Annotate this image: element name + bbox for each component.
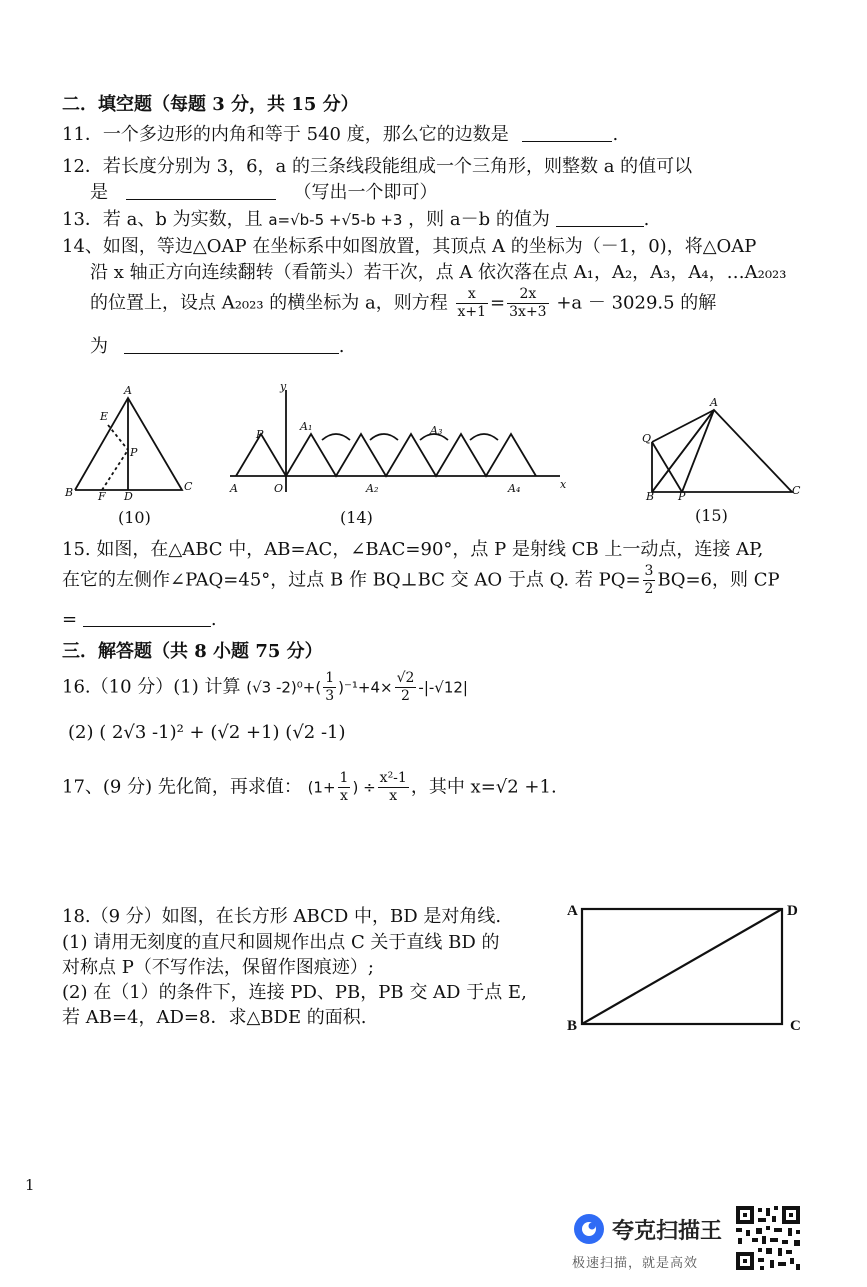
question-11 — [62, 120, 618, 146]
footer-slogan: 极速扫描，就是高效 — [572, 1256, 699, 1271]
fig14-label-A3: A₃ — [430, 424, 443, 437]
fig15-label-P: P — [678, 490, 686, 500]
q14-end: . — [338, 336, 345, 357]
footer-watermark — [572, 1210, 862, 1280]
q16-fraction-2: $\frac{√2}{2}$ — [396, 670, 415, 704]
fig15-label-C: C — [792, 484, 801, 497]
figure-15-caption: (15) — [695, 506, 728, 525]
fig14-label-y: y — [280, 380, 287, 393]
question-18-line5: 若 AB=4，AD=8．求△BDE 的面积. — [62, 1007, 367, 1028]
fig14-label-A2: A₂ — [366, 482, 379, 495]
q14-fraction-2: $\frac{2x}{3x+3}$ — [509, 286, 547, 320]
q14-line3-post: +a － 3029.5 的解 — [556, 292, 717, 314]
fig10-label-D: D — [124, 490, 133, 500]
question-15-line2 — [62, 563, 780, 598]
qr-code-icon — [734, 1204, 802, 1272]
figure-10-caption: (10) — [118, 508, 151, 527]
q17-formula-a: (1+ — [307, 778, 336, 797]
question-18-line4: (2) 在（1）的条件下，连接 PD、PB，PB 交 AD 于点 E, — [62, 982, 527, 1003]
q11-text: 11．一个多边形的内角和等于 540 度，那么它的边数是 — [62, 124, 509, 145]
question-16-part1 — [62, 670, 468, 705]
figure-10-triangle — [75, 398, 182, 490]
fig15-label-A: A — [710, 396, 718, 409]
question-18-line3: 对称点 P（不写作法，保留作图痕迹）; — [62, 957, 374, 978]
question-13 — [62, 205, 649, 231]
q12-post: （写出一个即可） — [293, 182, 438, 203]
q15-line2-post: BQ=6，则 CP — [657, 569, 780, 591]
fig14-label-x: x — [560, 478, 567, 491]
fig10-label-B: B — [65, 486, 74, 499]
q15-end: . — [210, 609, 217, 630]
q16-fraction-1: $\frac{1}{3}$ — [325, 670, 335, 704]
q17-post: ，其中 x=√2 +1. — [410, 776, 557, 798]
q18-label-B: B — [567, 1018, 578, 1034]
q17-pre: 17、(9 分) 先化简，再求值： — [62, 776, 302, 798]
q13-end: . — [643, 209, 650, 230]
figure-15-triangle — [652, 410, 792, 492]
quark-logo-icon — [572, 1212, 606, 1246]
q11-end: . — [612, 124, 619, 145]
fig14-label-A1: A₁ — [300, 420, 313, 433]
fig14-label-A: A — [230, 482, 238, 495]
q14-answer-blank — [124, 335, 339, 354]
section-2-title: 二．填空题（每题 3 分，共 15 分） — [62, 94, 359, 115]
question-17 — [62, 770, 557, 805]
fig10-label-A: A — [124, 384, 132, 397]
page-number: 1 — [25, 1176, 35, 1194]
q13-formula: a=√b-5 +√5-b +3 — [268, 211, 403, 229]
fig14-label-O: O — [274, 482, 284, 495]
q14-line4-pre: 为 — [90, 336, 108, 357]
question-15-line1: 15. 如图，在△ABC 中，AB=AC，∠BAC=90°，点 P 是射线 CB 上一动点，连接 AP, — [62, 539, 764, 560]
q13-mid: ，则 a－b 的值为 — [408, 209, 550, 230]
q15-line2-pre: 在它的左侧作∠PAQ=45°，过点 B 作 BQ⊥BC 交 AO 于点 Q. 若 PQ= — [62, 569, 641, 591]
q18-rectangle-figure — [565, 895, 815, 1040]
q12-pre: 是 — [90, 182, 108, 203]
figure-14-caption: (14) — [340, 508, 373, 527]
fig14-label-P: P — [256, 428, 264, 441]
q16-formula-a: (√3 -2)⁰+( — [246, 678, 322, 697]
q16-formula-b: )⁻¹+4× — [338, 678, 393, 697]
q15-line3-pre: = — [62, 609, 78, 630]
q18-label-A: A — [567, 903, 578, 919]
q17-formula-b: ) ÷ — [352, 778, 376, 797]
q13-answer-blank — [556, 208, 644, 227]
fig14-label-A4: A₄ — [508, 482, 521, 495]
question-14-line2: 沿 x 轴正方向连续翻转（看箭头）若干次，点 A 依次落在点 A₁，A₂，A₃，A₄，…A₂₀₂₃ — [90, 262, 787, 283]
q18-label-D: D — [787, 903, 798, 919]
question-14-line3 — [90, 286, 716, 321]
q14-fraction-1: $\frac{x}{x+1}$ — [457, 286, 487, 320]
question-15-line3 — [62, 608, 217, 630]
question-12-line2 — [90, 178, 437, 204]
question-12-line1: 12．若长度分别为 3，6，a 的三条线段能组成一个三角形，则整数 a 的值可以 — [62, 156, 693, 177]
q18-label-C: C — [790, 1018, 801, 1034]
question-16-part2: (2) ( 2√3 -1)² + (√2 +1) (√2 -1) — [68, 722, 346, 743]
section-3-title: 三．解答题（共 8 小题 75 分） — [62, 641, 323, 662]
fig10-label-C: C — [184, 480, 193, 493]
q16-p1-pre: 16.（10 分）(1) 计算 — [62, 676, 241, 698]
figures-row — [60, 380, 820, 500]
q17-fraction-1: $\frac{1}{x}$ — [339, 770, 349, 804]
fig15-label-B: B — [646, 490, 655, 500]
fig10-label-P: P — [130, 446, 138, 459]
q13-pre: 13．若 a、b 为实数，且 — [62, 209, 263, 230]
fig10-label-E: E — [100, 410, 109, 423]
fig15-label-Q: Q — [642, 432, 652, 445]
question-14-line1: 14、如图，等边△OAP 在坐标系中如图放置，其顶点 A 的坐标为（－1，0)，将△OAP — [62, 236, 757, 257]
question-14-line4 — [90, 332, 344, 358]
fig10-label-F: F — [98, 490, 106, 500]
q11-answer-blank — [522, 123, 612, 142]
footer-brand: 夸克扫描王 — [612, 1219, 723, 1244]
figure-14-axes — [230, 390, 560, 492]
question-18-line2: (1) 请用无刻度的直尺和圆规作出点 C 关于直线 BD 的 — [62, 932, 500, 953]
q16-formula-c: -|-√12| — [418, 678, 468, 697]
q17-fraction-2: $\frac{\text{x²-1}}{x}$ — [379, 770, 407, 804]
q15-fraction: $\frac{3}{2}$ — [644, 563, 654, 597]
q15-answer-blank — [83, 608, 211, 627]
q12-answer-blank — [126, 181, 276, 200]
q14-equals: = — [490, 292, 506, 314]
q14-line3-pre: 的位置上，设点 A₂₀₂₃ 的横坐标为 a，则方程 — [90, 292, 448, 314]
question-18-line1: 18.（9 分）如图，在长方形 ABCD 中，BD 是对角线. — [62, 906, 502, 927]
